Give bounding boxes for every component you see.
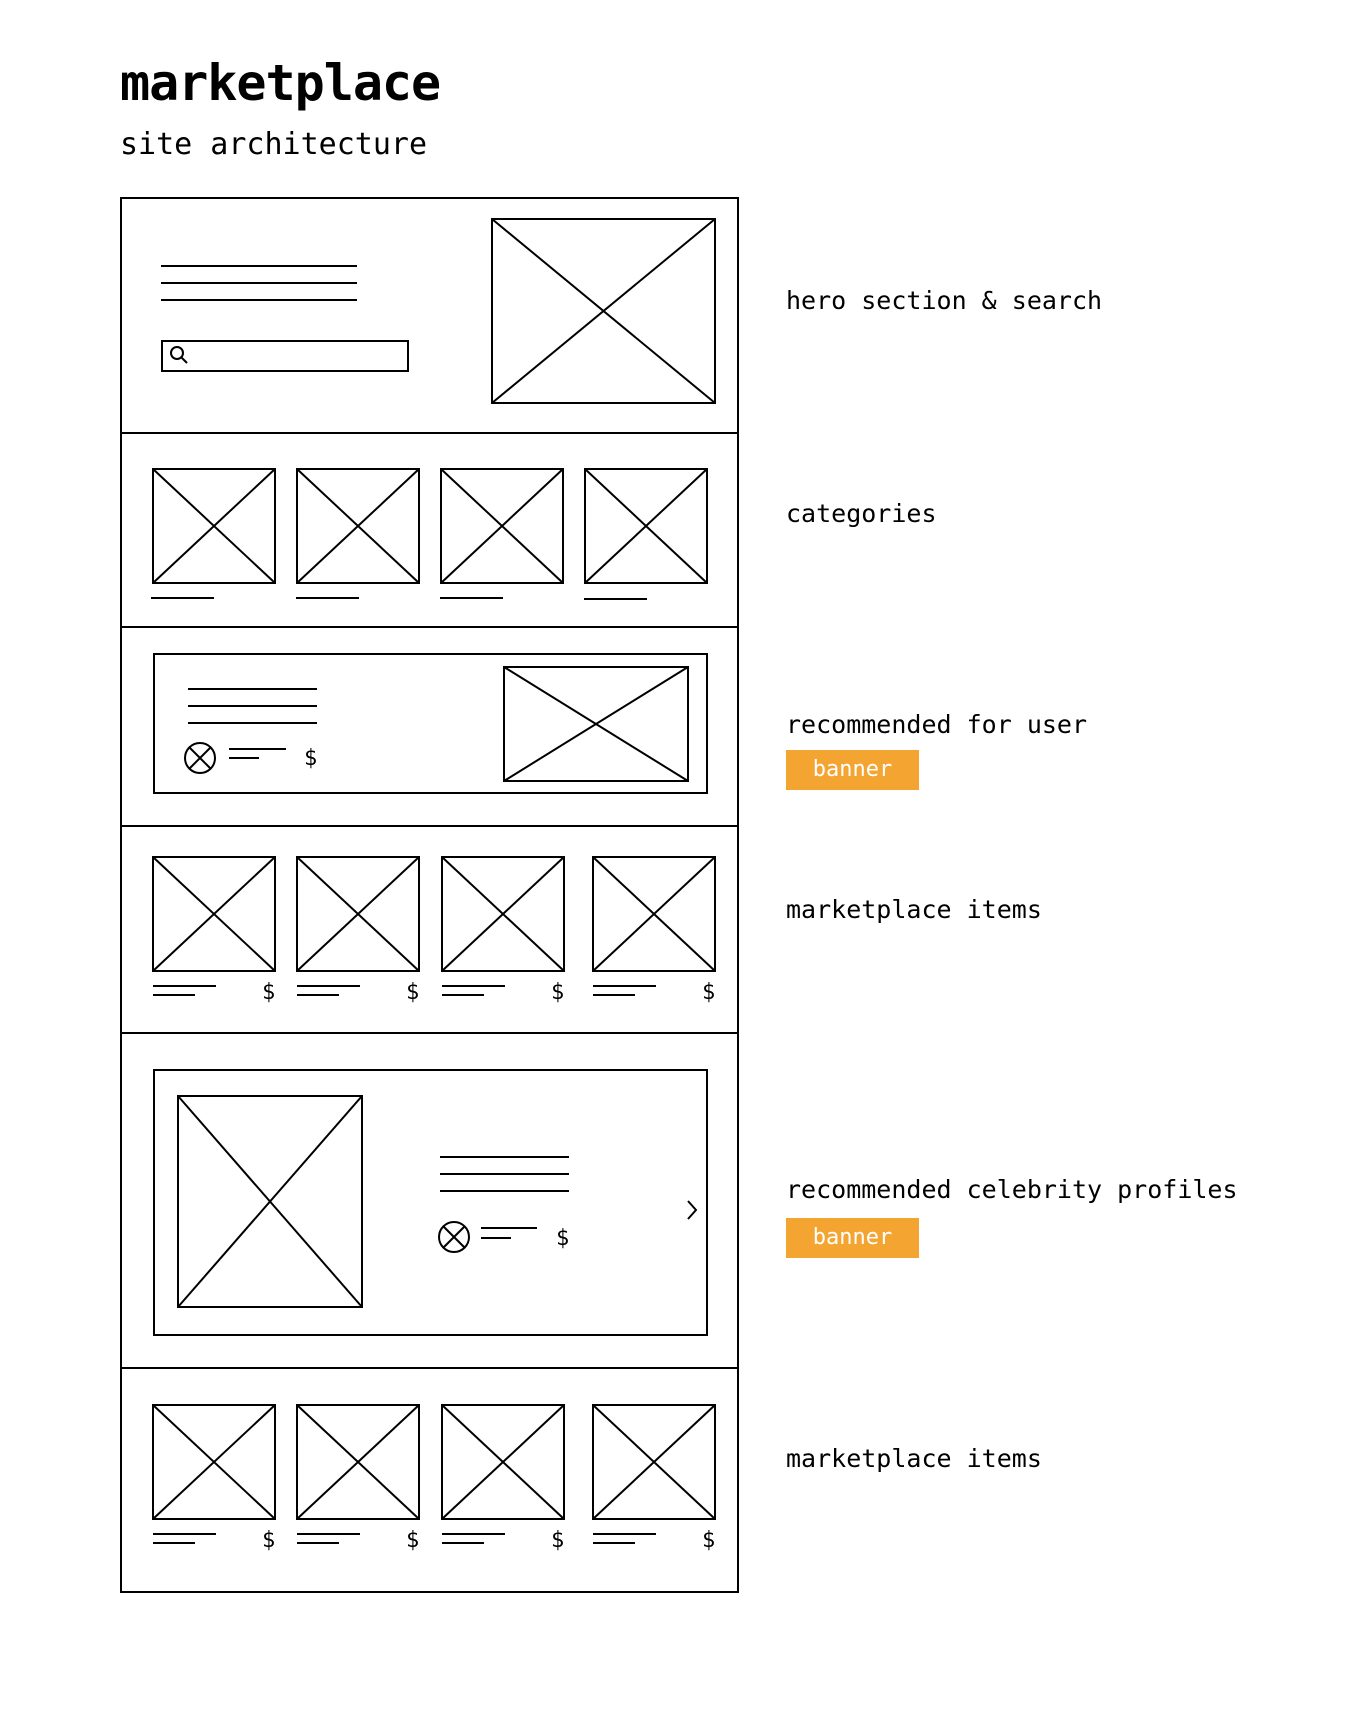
page-title: marketplace (120, 54, 441, 112)
item-card[interactable] (442, 857, 564, 995)
image-placeholder-icon (504, 667, 688, 781)
category-card[interactable] (584, 469, 707, 599)
section-label-recommended: recommended for user (786, 710, 1088, 739)
item-card[interactable] (297, 1405, 419, 1543)
section-label-marketplace-items: marketplace items (786, 1444, 1042, 1473)
search-icon (171, 347, 187, 363)
price-symbol: $ (556, 1226, 570, 1251)
price-symbol: $ (262, 1528, 276, 1553)
recommended-banner[interactable] (154, 654, 707, 793)
price-symbol: $ (262, 980, 276, 1005)
categories-section (151, 469, 707, 599)
item-card[interactable] (442, 1405, 564, 1543)
price-symbol: $ (551, 980, 565, 1005)
category-card[interactable] (151, 469, 275, 598)
search-bar[interactable] (162, 341, 408, 371)
chevron-right-icon[interactable] (688, 1201, 696, 1219)
marketplace-items-section (153, 857, 715, 995)
category-card[interactable] (440, 469, 563, 598)
section-label-categories: categories (786, 499, 937, 528)
banner-badge: banner (786, 1218, 919, 1258)
item-card[interactable] (297, 857, 419, 995)
item-card[interactable] (153, 1405, 275, 1543)
page-subtitle: site architecture (120, 127, 428, 162)
category-card[interactable] (296, 469, 419, 598)
price-symbol: $ (702, 1528, 716, 1553)
image-placeholder-icon (178, 1096, 362, 1307)
wireframe-frame (121, 198, 738, 1592)
section-label-marketplace-items: marketplace items (786, 895, 1042, 924)
avatar-icon (439, 1222, 469, 1252)
section-label-hero: hero section & search (786, 286, 1103, 315)
item-card[interactable] (153, 857, 275, 995)
item-card[interactable] (593, 857, 715, 995)
price-symbol: $ (304, 746, 318, 771)
section-label-celebrity-profiles: recommended celebrity profiles (786, 1175, 1238, 1204)
hero-section (161, 219, 715, 403)
marketplace-items-section (153, 1405, 715, 1543)
item-card[interactable] (593, 1405, 715, 1543)
price-symbol: $ (551, 1528, 565, 1553)
price-symbol: $ (406, 980, 420, 1005)
image-placeholder-icon (492, 219, 715, 403)
avatar-icon (185, 743, 215, 773)
banner-badge: banner (786, 750, 919, 790)
celebrity-banner[interactable] (154, 1070, 707, 1335)
price-symbol: $ (406, 1528, 420, 1553)
price-symbol: $ (702, 980, 716, 1005)
